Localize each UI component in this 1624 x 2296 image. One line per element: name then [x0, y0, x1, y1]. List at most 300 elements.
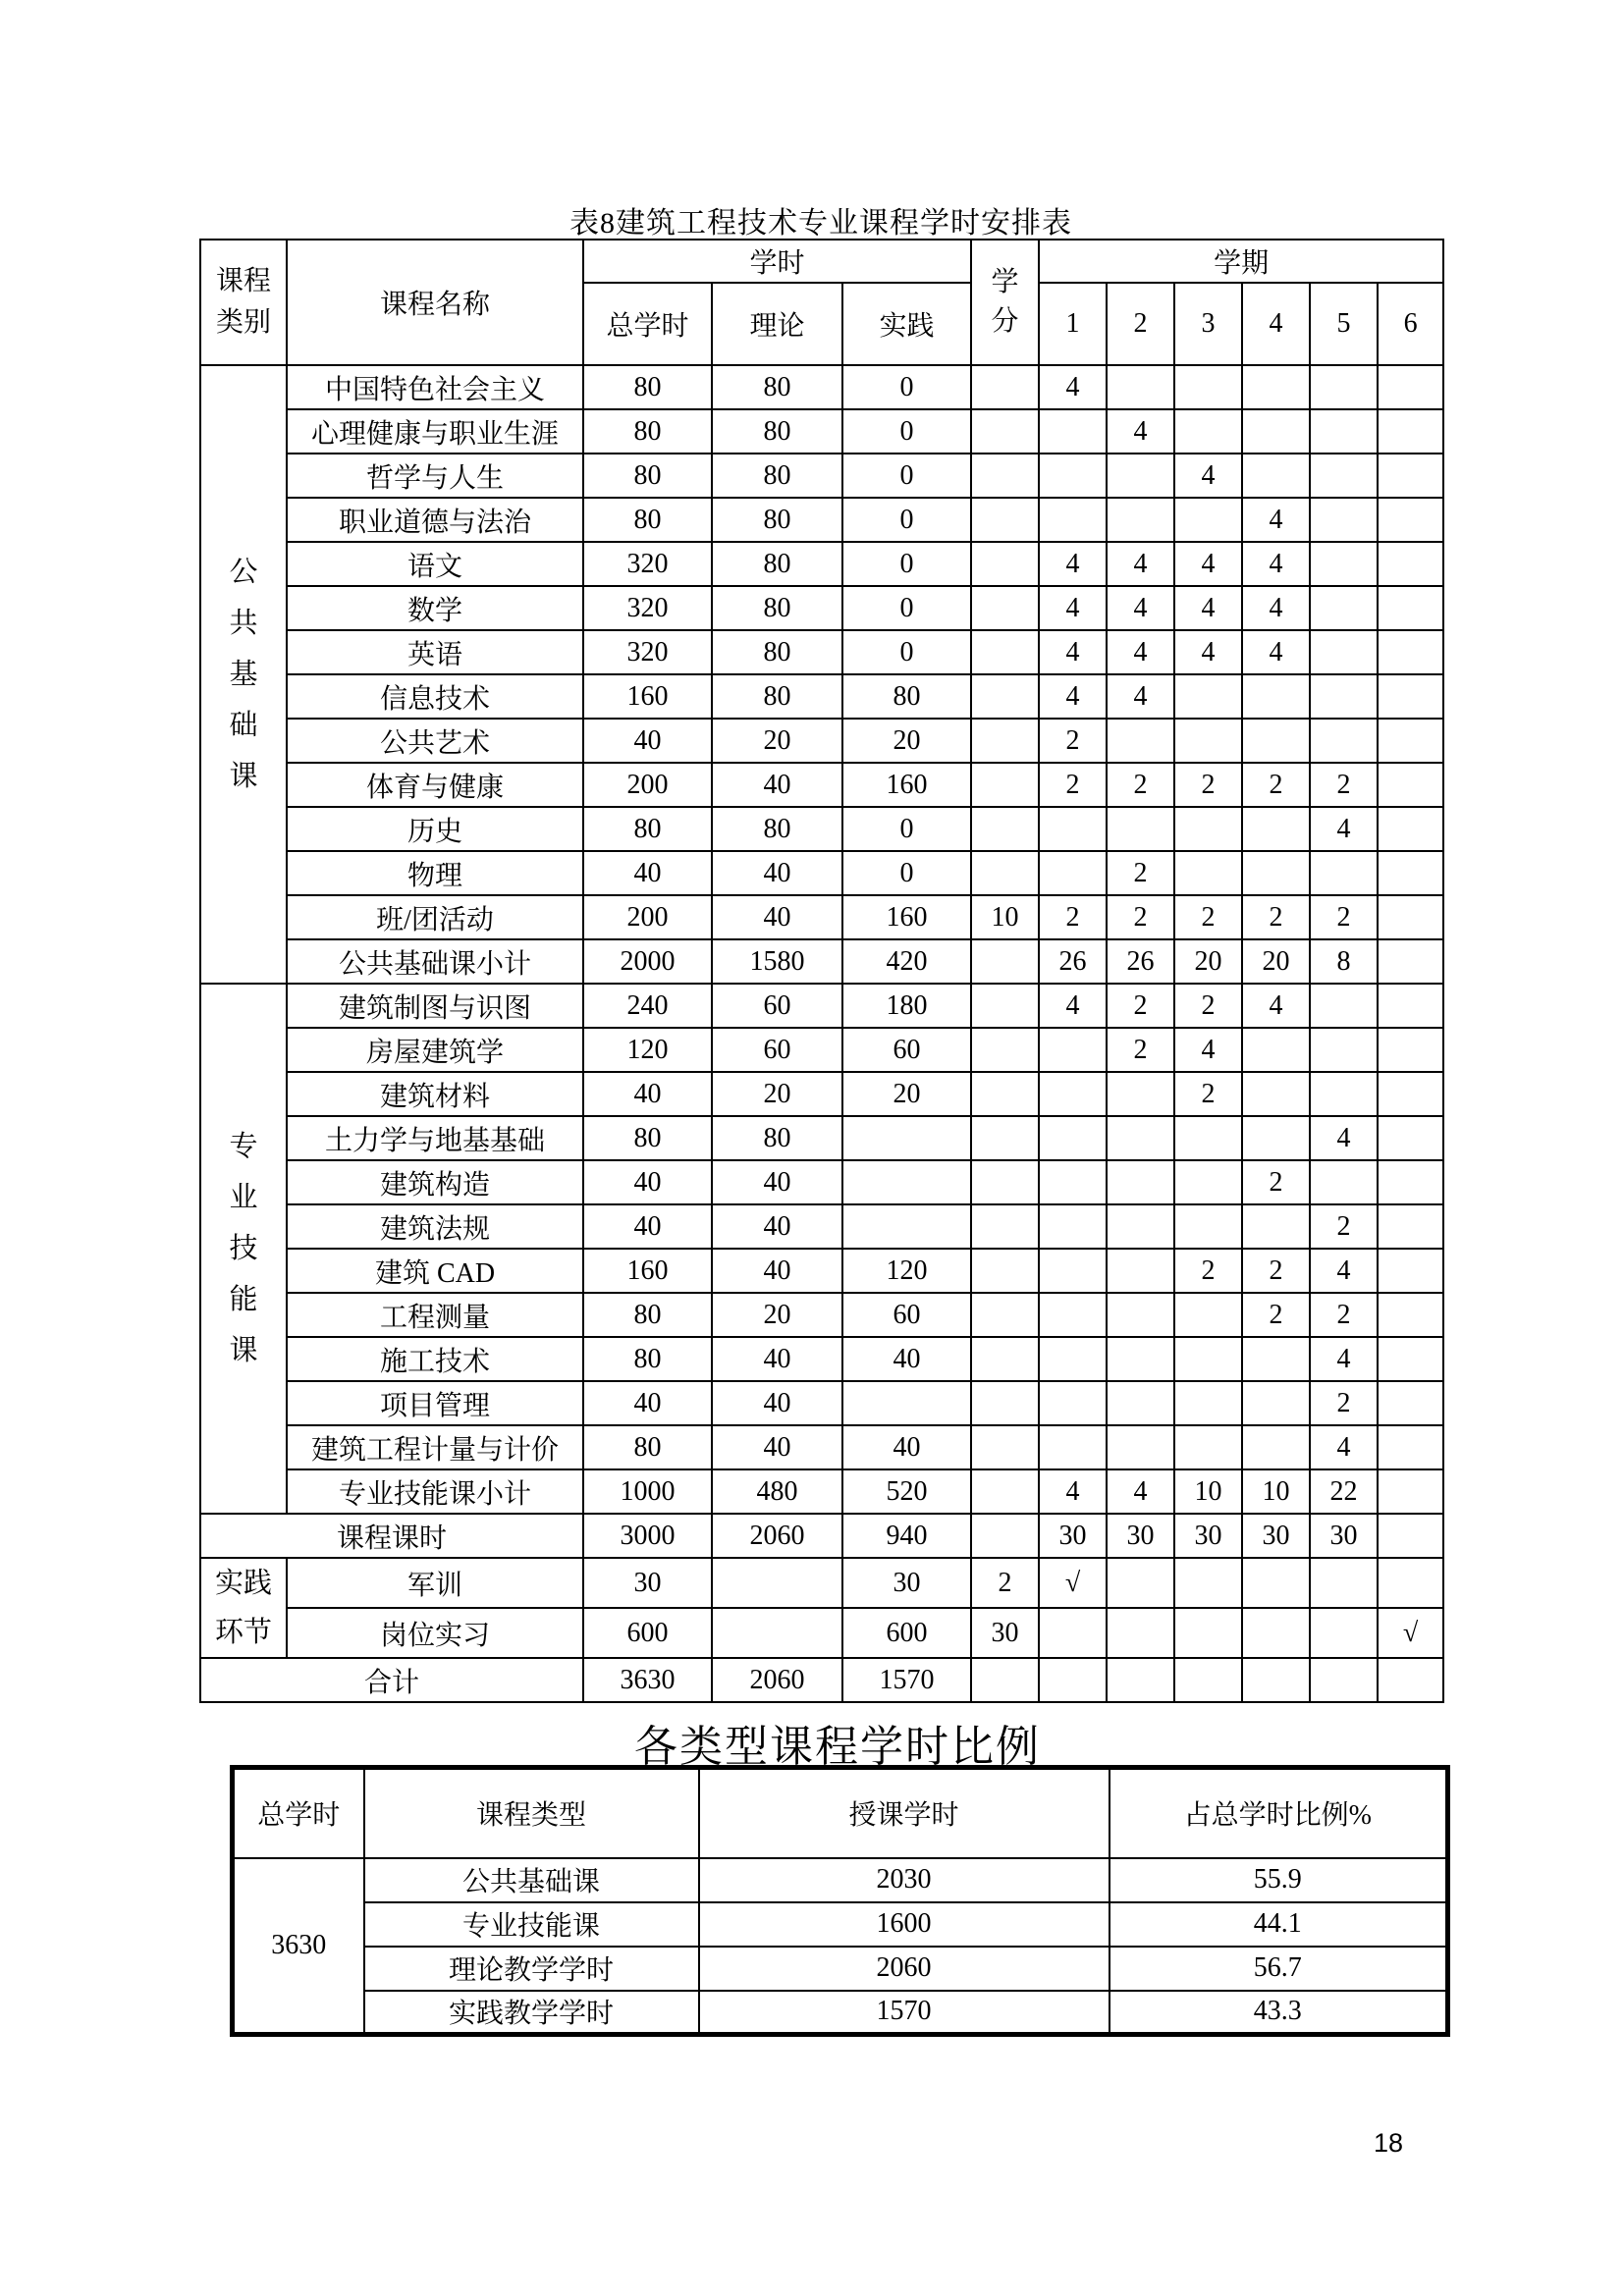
- semester-3-cell: 2: [1174, 895, 1242, 939]
- semester-6-cell: [1378, 674, 1443, 719]
- semester-6-cell: [1378, 454, 1443, 498]
- semester-5-cell: [1310, 1608, 1378, 1658]
- credit-cell: 2: [971, 1558, 1039, 1608]
- semester-4-cell: [1242, 409, 1310, 454]
- total-cell: 80: [583, 409, 712, 454]
- credit-cell: [971, 498, 1039, 542]
- course-row: [200, 1072, 1443, 1116]
- semester-2-cell: 4: [1107, 409, 1174, 454]
- semester-5-cell: 2: [1310, 895, 1378, 939]
- semester-3-cell: 4: [1174, 454, 1242, 498]
- semester-2-cell: [1107, 1608, 1174, 1658]
- practice-cell: 20: [842, 1072, 971, 1116]
- semester-5-cell: 30: [1310, 1514, 1378, 1558]
- semester-6-cell: [1378, 1028, 1443, 1072]
- semester-4-cell: 4: [1242, 498, 1310, 542]
- semester-2-cell: 2: [1107, 763, 1174, 807]
- semester-3-cell: [1174, 1608, 1242, 1658]
- hours-ratio-table: [230, 1765, 1450, 2037]
- practice-cell: 0: [842, 498, 971, 542]
- semester-1-cell: [1039, 409, 1107, 454]
- course-name-cell: 建筑制图与识图: [287, 984, 583, 1028]
- semester-6-cell: [1378, 586, 1443, 630]
- semester-5-cell: 4: [1310, 1425, 1378, 1469]
- total-cell: 3000: [583, 1514, 712, 1558]
- semester-3-cell: [1174, 498, 1242, 542]
- semester-6-cell: √: [1378, 1608, 1443, 1658]
- course-name-cell: 班/团活动: [287, 895, 583, 939]
- total-cell: 80: [583, 365, 712, 409]
- semester-2-cell: 2: [1107, 851, 1174, 895]
- semester-1-cell: 30: [1039, 1514, 1107, 1558]
- total-cell: 320: [583, 586, 712, 630]
- course-row: [200, 586, 1443, 630]
- semester-5-cell: 2: [1310, 1204, 1378, 1249]
- theory-cell: 20: [712, 719, 842, 763]
- practice-cell: 1570: [842, 1658, 971, 1702]
- teaching-hours-cell: 2030: [699, 1858, 1110, 1902]
- semester-5-cell: [1310, 409, 1378, 454]
- course-row: [200, 984, 1443, 1028]
- semester-4-cell: [1242, 1337, 1310, 1381]
- theory-header-cell: 理论: [712, 283, 842, 365]
- semester-1-cell: 4: [1039, 630, 1107, 674]
- credit-cell: [971, 1249, 1039, 1293]
- practice-row: [200, 1608, 1443, 1658]
- total-cell: 80: [583, 498, 712, 542]
- total-cell: 30: [583, 1558, 712, 1608]
- total-cell: 2000: [583, 939, 712, 984]
- practice-cell: 0: [842, 365, 971, 409]
- course-row: [200, 807, 1443, 851]
- category-cell-label: 公共基础课: [229, 557, 258, 792]
- grand-total-row: [200, 1658, 1443, 1702]
- practice-cell: [842, 1116, 971, 1160]
- course-row: [200, 1293, 1443, 1337]
- course-name-cell: 语文: [287, 542, 583, 586]
- course-hours-label-cell: 课程课时: [200, 1514, 583, 1558]
- semester-2-cell: 2: [1107, 1028, 1174, 1072]
- theory-cell: 2060: [712, 1514, 842, 1558]
- course-name-cell: 物理: [287, 851, 583, 895]
- semester-4-cell: 10: [1242, 1469, 1310, 1514]
- course-name-cell: 工程测量: [287, 1293, 583, 1337]
- semester-3-cell: 2: [1174, 1249, 1242, 1293]
- semester-2-cell: [1107, 1160, 1174, 1204]
- semester-6-cell: [1378, 851, 1443, 895]
- semester-4-cell: [1242, 1558, 1310, 1608]
- course-row: [200, 1028, 1443, 1072]
- semester-5-cell: [1310, 365, 1378, 409]
- course-type-cell: 专业技能课: [364, 1902, 699, 1947]
- credit-cell: [971, 1160, 1039, 1204]
- theory-cell: 480: [712, 1469, 842, 1514]
- total-cell: 80: [583, 807, 712, 851]
- practice-cell: 0: [842, 807, 971, 851]
- semester-5-cell: [1310, 1028, 1378, 1072]
- semester-4-cell: 2: [1242, 1293, 1310, 1337]
- semester-4-cell: 4: [1242, 630, 1310, 674]
- semester-6-cell: [1378, 1558, 1443, 1608]
- course-name-cell: 职业道德与法治: [287, 498, 583, 542]
- semester-6-cell: [1378, 939, 1443, 984]
- t2-teaching-hours-header-cell: 授课学时: [699, 1768, 1110, 1858]
- semester-3-cell: [1174, 1337, 1242, 1381]
- percent-cell: 56.7: [1110, 1947, 1448, 1991]
- semester-3-cell: [1174, 719, 1242, 763]
- course-name-cell: 心理健康与职业生涯: [287, 409, 583, 454]
- credit-cell: [971, 1028, 1039, 1072]
- course-name-cell: 建筑 CAD: [287, 1249, 583, 1293]
- practice-cell: 420: [842, 939, 971, 984]
- course-name-cell: 公共艺术: [287, 719, 583, 763]
- semester-5-cell: [1310, 984, 1378, 1028]
- semester-2-cell: [1107, 454, 1174, 498]
- practice-category-cell-label: 实践环节: [214, 1568, 272, 1648]
- theory-cell: 80: [712, 365, 842, 409]
- semester-1-cell: 4: [1039, 542, 1107, 586]
- semester-4-cell: 4: [1242, 586, 1310, 630]
- course-row: [200, 542, 1443, 586]
- course-name-cell: 专业技能课小计: [287, 1469, 583, 1514]
- semester-2-cell: [1107, 1381, 1174, 1425]
- teaching-hours-cell: 1600: [699, 1902, 1110, 1947]
- semester-6-cell: [1378, 763, 1443, 807]
- total-cell: 80: [583, 1425, 712, 1469]
- semester-6-cell: [1378, 1072, 1443, 1116]
- total-cell: 320: [583, 630, 712, 674]
- practice-cell: 0: [842, 542, 971, 586]
- total-cell: 160: [583, 1249, 712, 1293]
- semester-6-cell: [1378, 807, 1443, 851]
- total-cell: 80: [583, 1293, 712, 1337]
- credit-cell: [971, 1658, 1039, 1702]
- semester-4-cell: [1242, 454, 1310, 498]
- practice-cell: 0: [842, 851, 971, 895]
- category-cell: [200, 984, 287, 1514]
- semester-3-cell: [1174, 1293, 1242, 1337]
- teaching-hours-cell: 2060: [699, 1947, 1110, 1991]
- semester-3-cell: [1174, 1381, 1242, 1425]
- practice-cell: 60: [842, 1028, 971, 1072]
- semester-5-cell: 4: [1310, 1337, 1378, 1381]
- theory-cell: 2060: [712, 1658, 842, 1702]
- semester-6-cell: [1378, 542, 1443, 586]
- course-row: [200, 763, 1443, 807]
- semester-3-cell: [1174, 409, 1242, 454]
- semester-2-cell: [1107, 498, 1174, 542]
- semester-1-cell: 26: [1039, 939, 1107, 984]
- credit-cell: [971, 807, 1039, 851]
- percent-cell: 44.1: [1110, 1902, 1448, 1947]
- semester-4-cell: 2: [1242, 1249, 1310, 1293]
- course-name-cell: 信息技术: [287, 674, 583, 719]
- semester-5-cell: [1310, 1558, 1378, 1608]
- theory-cell: 40: [712, 1204, 842, 1249]
- course-name-cell: 建筑法规: [287, 1204, 583, 1249]
- practice-cell: [842, 1160, 971, 1204]
- category-cell: [200, 365, 287, 984]
- total-cell: 40: [583, 1160, 712, 1204]
- semester-5-cell: [1310, 542, 1378, 586]
- course-row: [200, 365, 1443, 409]
- total-cell: 40: [583, 1072, 712, 1116]
- semester-4-cell: [1242, 1116, 1310, 1160]
- theory-cell: 80: [712, 498, 842, 542]
- course-row: [200, 409, 1443, 454]
- semester-1-cell: 4: [1039, 1469, 1107, 1514]
- semester-3-cell: [1174, 1558, 1242, 1608]
- semester-2-cell: [1107, 1558, 1174, 1608]
- theory-cell: 40: [712, 1425, 842, 1469]
- semester-4-cell: 2: [1242, 1160, 1310, 1204]
- credit-cell: [971, 1337, 1039, 1381]
- semester-5-cell: 4: [1310, 1116, 1378, 1160]
- practice-cell: 120: [842, 1249, 971, 1293]
- semester-6-cell: [1378, 1658, 1443, 1702]
- course-name-cell: 体育与健康: [287, 763, 583, 807]
- course-row: [200, 939, 1443, 984]
- semester-1-cell: [1039, 1160, 1107, 1204]
- course-type-cell: 实践教学学时: [364, 1991, 699, 2035]
- category-cell-label: 专业技能课: [229, 1131, 258, 1366]
- semester-4-cell: 2: [1242, 895, 1310, 939]
- course-row: [200, 1337, 1443, 1381]
- course-name-cell: 建筑工程计量与计价: [287, 1425, 583, 1469]
- semester-2-cell: [1107, 1425, 1174, 1469]
- theory-cell: 80: [712, 542, 842, 586]
- total-cell: 240: [583, 984, 712, 1028]
- semester-1-cell: [1039, 1028, 1107, 1072]
- teaching-hours-cell: 1570: [699, 1991, 1110, 2035]
- course-name-cell: 建筑材料: [287, 1072, 583, 1116]
- semester-1-cell: 4: [1039, 586, 1107, 630]
- semester-4-cell: 20: [1242, 939, 1310, 984]
- semester-3-cell: 2: [1174, 1072, 1242, 1116]
- course-row: [200, 851, 1443, 895]
- semester-2-cell: [1107, 1072, 1174, 1116]
- semester-3-cell: [1174, 851, 1242, 895]
- course-row: [200, 1204, 1443, 1249]
- semester-5-cell: [1310, 851, 1378, 895]
- practice-cell: 40: [842, 1425, 971, 1469]
- semester-3-cell: [1174, 1658, 1242, 1702]
- course-name-cell: 中国特色社会主义: [287, 365, 583, 409]
- curriculum-hours-table: [199, 239, 1444, 1703]
- semester-3-cell: 4: [1174, 542, 1242, 586]
- semester-5-cell: [1310, 498, 1378, 542]
- semester-1-cell: [1039, 851, 1107, 895]
- credit-header-cell: [971, 240, 1039, 365]
- semester-2-cell: [1107, 1204, 1174, 1249]
- total-hours-header-cell: 总学时: [583, 283, 712, 365]
- credit-cell: [971, 851, 1039, 895]
- practice-cell: 30: [842, 1558, 971, 1608]
- semester-4-cell: 4: [1242, 984, 1310, 1028]
- semester-1-cell: 4: [1039, 365, 1107, 409]
- semester-4-header-cell: 4: [1242, 283, 1310, 365]
- semester-2-cell: [1107, 1116, 1174, 1160]
- credit-cell: [971, 1204, 1039, 1249]
- theory-cell: 80: [712, 409, 842, 454]
- total-cell: 200: [583, 763, 712, 807]
- credit-cell: [971, 1514, 1039, 1558]
- credit-cell: [971, 984, 1039, 1028]
- total-cell: 200: [583, 895, 712, 939]
- practice-cell: [842, 1381, 971, 1425]
- semester-5-cell: [1310, 630, 1378, 674]
- course-name-cell: 军训: [287, 1558, 583, 1608]
- theory-cell: 80: [712, 674, 842, 719]
- semester-2-cell: 4: [1107, 674, 1174, 719]
- credit-cell: 10: [971, 895, 1039, 939]
- theory-cell: 80: [712, 630, 842, 674]
- semester-3-cell: [1174, 365, 1242, 409]
- course-row: [200, 498, 1443, 542]
- semester-1-cell: [1039, 1425, 1107, 1469]
- semester-4-cell: [1242, 1425, 1310, 1469]
- semester-3-cell: 30: [1174, 1514, 1242, 1558]
- credit-cell: [971, 1381, 1039, 1425]
- semester-1-cell: [1039, 1249, 1107, 1293]
- practice-header-cell: 实践: [842, 283, 971, 365]
- table2-body: [233, 1858, 1448, 2035]
- course-row: [200, 719, 1443, 763]
- semester-5-cell: 4: [1310, 1249, 1378, 1293]
- t2-total-hours-header-cell: 总学时: [233, 1768, 364, 1858]
- semester-5-header-cell: 5: [1310, 283, 1378, 365]
- semester-5-cell: [1310, 586, 1378, 630]
- theory-cell: [712, 1558, 842, 1608]
- practice-cell: 940: [842, 1514, 971, 1558]
- credit-cell: [971, 763, 1039, 807]
- course-row: [200, 1469, 1443, 1514]
- semester-1-cell: [1039, 1337, 1107, 1381]
- semester-4-cell: [1242, 851, 1310, 895]
- semester-3-cell: 4: [1174, 1028, 1242, 1072]
- semester-6-cell: [1378, 365, 1443, 409]
- ratio-row: [233, 1991, 1448, 2035]
- semester-3-cell: [1174, 674, 1242, 719]
- total-cell: 1000: [583, 1469, 712, 1514]
- semester-4-cell: [1242, 719, 1310, 763]
- semester-6-cell: [1378, 1116, 1443, 1160]
- theory-cell: 40: [712, 895, 842, 939]
- practice-cell: 0: [842, 409, 971, 454]
- practice-cell: 0: [842, 454, 971, 498]
- table2-title: 各类型课程学时比例: [634, 1723, 1041, 1771]
- course-name-cell: 历史: [287, 807, 583, 851]
- semester-5-cell: [1310, 1658, 1378, 1702]
- total-cell: 40: [583, 1204, 712, 1249]
- semester-2-cell: 4: [1107, 1469, 1174, 1514]
- table1-header-row-1: [200, 240, 1443, 283]
- semester-1-cell: 4: [1039, 674, 1107, 719]
- semester-4-cell: [1242, 1608, 1310, 1658]
- semester-3-cell: 4: [1174, 586, 1242, 630]
- semester-header-cell: 学期: [1039, 240, 1443, 283]
- credit-cell: [971, 1116, 1039, 1160]
- theory-cell: 20: [712, 1293, 842, 1337]
- semester-6-cell: [1378, 409, 1443, 454]
- credit-cell: [971, 454, 1039, 498]
- practice-cell: 60: [842, 1293, 971, 1337]
- semester-3-cell: 2: [1174, 763, 1242, 807]
- semester-2-cell: [1107, 1337, 1174, 1381]
- credit-cell: 30: [971, 1608, 1039, 1658]
- semester-3-cell: [1174, 1116, 1242, 1160]
- course-row: [200, 1160, 1443, 1204]
- semester-5-cell: 2: [1310, 1381, 1378, 1425]
- ratio-row: [233, 1947, 1448, 1991]
- course-type-cell: 理论教学学时: [364, 1947, 699, 1991]
- semester-6-cell: [1378, 1381, 1443, 1425]
- practice-cell: 40: [842, 1337, 971, 1381]
- credit-cell: [971, 674, 1039, 719]
- semester-5-cell: 2: [1310, 1293, 1378, 1337]
- credit-cell: [971, 542, 1039, 586]
- total-cell: 120: [583, 1028, 712, 1072]
- course-name-cell: 土力学与地基基础: [287, 1116, 583, 1160]
- semester-2-cell: [1107, 719, 1174, 763]
- semester-6-cell: [1378, 498, 1443, 542]
- course-hours-row: [200, 1514, 1443, 1558]
- course-row: [200, 1425, 1443, 1469]
- semester-4-cell: [1242, 1072, 1310, 1116]
- semester-6-cell: [1378, 1425, 1443, 1469]
- semester-5-cell: [1310, 719, 1378, 763]
- theory-cell: 40: [712, 1337, 842, 1381]
- course-name-cell: 公共基础课小计: [287, 939, 583, 984]
- theory-cell: 40: [712, 1160, 842, 1204]
- semester-5-cell: [1310, 454, 1378, 498]
- semester-6-cell: [1378, 1160, 1443, 1204]
- semester-4-cell: [1242, 1381, 1310, 1425]
- semester-2-cell: 26: [1107, 939, 1174, 984]
- table2-header: [233, 1768, 1448, 1858]
- semester-6-cell: [1378, 984, 1443, 1028]
- semester-1-cell: [1039, 1072, 1107, 1116]
- course-row: [200, 1116, 1443, 1160]
- semester-2-cell: 4: [1107, 630, 1174, 674]
- credit-cell: [971, 1293, 1039, 1337]
- semester-2-cell: 4: [1107, 586, 1174, 630]
- course-type-cell: 公共基础课: [364, 1858, 699, 1902]
- practice-cell: 160: [842, 763, 971, 807]
- semester-5-cell: [1310, 1160, 1378, 1204]
- credit-cell: [971, 1072, 1039, 1116]
- semester-1-cell: [1039, 1204, 1107, 1249]
- semester-3-cell: [1174, 1204, 1242, 1249]
- semester-2-cell: [1107, 365, 1174, 409]
- course-row: [200, 674, 1443, 719]
- semester-6-cell: [1378, 895, 1443, 939]
- course-name-cell: 施工技术: [287, 1337, 583, 1381]
- semester-4-cell: [1242, 1028, 1310, 1072]
- semester-3-cell: 2: [1174, 984, 1242, 1028]
- semester-3-cell: [1174, 1425, 1242, 1469]
- theory-cell: 80: [712, 807, 842, 851]
- semester-6-cell: [1378, 1469, 1443, 1514]
- semester-2-cell: 2: [1107, 984, 1174, 1028]
- percent-cell: 55.9: [1110, 1858, 1448, 1902]
- ratio-row: [233, 1858, 1448, 1902]
- semester-3-cell: 4: [1174, 630, 1242, 674]
- semester-5-cell: 2: [1310, 763, 1378, 807]
- semester-1-cell: 2: [1039, 895, 1107, 939]
- credit-header-label: 学分: [991, 267, 1019, 337]
- semester-1-cell: [1039, 1608, 1107, 1658]
